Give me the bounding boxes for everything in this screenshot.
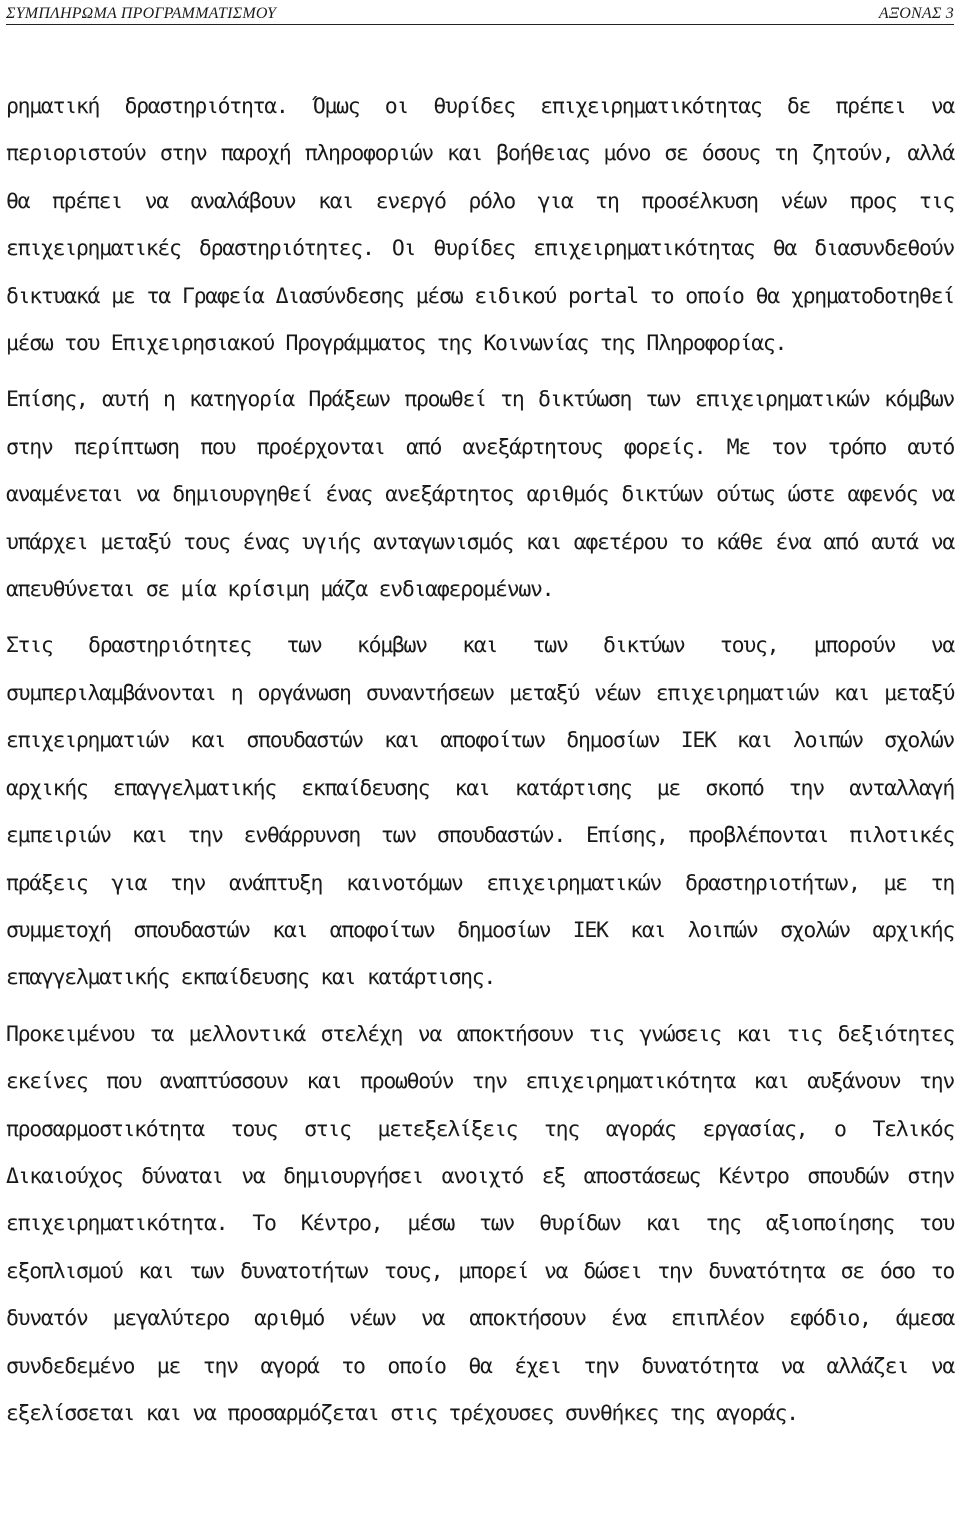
paragraph: ρηματική δραστηριότητα. Όμως οι θυρίδες επιχειρηματικότητας δε πρέπει να περιοριστούν στην παροχή πληροφοριών και βοήθειας μόνο σε όσους τη ζητούν, αλλά θα πρέπει να αναλάβουν και ενεργό ρόλο για τη προσέλκυση νέων προς τις επιχειρηματικές δραστηριότητες. Οι θυρίδες επιχειρηματικότητας θα διασυνδεθούν δικτυακά με τα Γραφεία Διασύνδεσης μέσω ειδικού portal το οποίο θα χρηματοδοτηθεί μέσω του Επιχειρησιακού Προγράμματος της Κοινωνίας της Πληροφορίας.: [6, 94, 954, 357]
header-right-section: ΑΞΟΝΑΣ 3: [878, 5, 954, 22]
paragraph: Επίσης, αυτή η κατηγορία Πράξεων προωθεί τη δικτύωση των επιχειρηματικών κόμβων στην περίπτωση που προέρχονται από ανεξάρτητους φορείς. Με τον τρόπο αυτό αναμένεται να δημιουργηθεί ένας ανεξάρτητος αριθμός δικτύων ούτως ώστε αφενός να υπάρχει μεταξύ τους ένας υγιής ανταγωνισμός και αφετέρου το κάθε ένα από αυτά να απευθύνεται σε μία κρίσιμη μάζα ενδιαφερομένων.: [6, 387, 954, 603]
running-header: [6, 0, 954, 25]
document-page: [6, 0, 954, 1437]
document-body: [6, 83, 954, 1437]
paragraph: Στις δραστηριότητες των κόμβων και των δικτύων τους, μπορούν να συμπεριλαμβάνονται η οργάνωση συναντήσεων μεταξύ νέων επιχειρηματιών και μεταξύ επιχειρηματιών και σπουδαστών και αποφοίτων δημοσίων ΙΕΚ και λοιπών σχολών αρχικής επαγγελματικής εκπαίδευσης και κατάρτισης με σκοπό την ανταλλαγή εμπειριών και την ενθάρρυνση των σπουδαστών. Επίσης, προβλέπονται πιλοτικές πράξεις για την ανάπτυξη καινοτόμων επιχειρηματικών δραστηριοτήτων, με τη συμμετοχή σπουδαστών και αποφοίτων δημοσίων ΙΕΚ και λοιπών σχολών αρχικής επαγγελματικής εκπαίδευσης και κατάρτισης.: [6, 633, 954, 991]
header-left-title: ΣΥΜΠΛΗΡΩΜΑ ΠΡΟΓΡΑΜΜΑΤΙΣΜΟΥ: [6, 5, 277, 22]
paragraph: Προκειμένου τα μελλοντικά στελέχη να αποκτήσουν τις γνώσεις και τις δεξιότητες εκείνες που αναπτύσσουν και προωθούν την επιχειρηματικότητα και αυξάνουν την προσαρμοστικότητα τους στις μετεξελίξεις της αγοράς εργασίας, ο Τελικός Δικαιούχος δύναται να δημιουργήσει ανοιχτό εξ αποστάσεως Κέντρο σπουδών στην επιχειρηματικότητα. Το Κέντρο, μέσω των θυρίδων και της αξιοποίησης του εξοπλισμού και των δυνατοτήτων τους, μπορεί να δώσει την δυνατότητα σε όσο το δυνατόν μεγαλύτερο αριθμό νέων να αποκτήσουν ένα επιπλέον εφόδιο, άμεσα συνδεδεμένο με την αγορά το οποίο θα έχει την δυνατότητα να αλλάζει να εξελίσσεται και να προσαρμόζεται στις τρέχουσες συνθήκες της αγοράς.: [6, 1021, 954, 1426]
